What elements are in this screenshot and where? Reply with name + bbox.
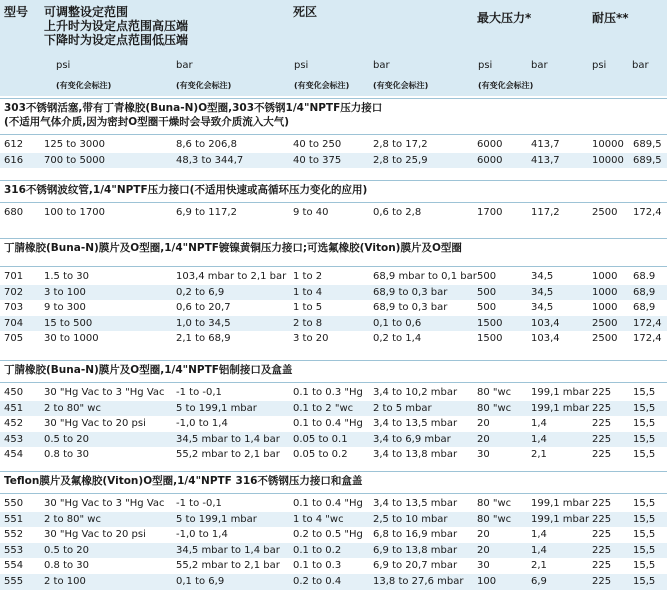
header-range-bar: bar: [176, 60, 193, 71]
model-number: 554: [4, 560, 24, 572]
table-cell: 5 to 199,1 mbar: [176, 513, 257, 525]
table-cell: 225: [592, 402, 612, 414]
table-cell: 117,2: [531, 207, 560, 218]
table-cell: 2500: [592, 333, 618, 345]
table-cell: 15,5: [633, 513, 656, 525]
table-cell: 2,1 to 68,9: [176, 333, 231, 345]
table-cell: 40 to 250: [293, 139, 342, 150]
table-cell: 0.1 to 2 "wc: [293, 402, 354, 414]
table-cell: 40 to 375: [293, 154, 342, 166]
table-cell: 68,9: [633, 302, 656, 314]
table-header: [0, 0, 667, 96]
table-cell: 1500: [477, 333, 503, 345]
section-divider: [0, 471, 667, 472]
section-divider: [0, 360, 667, 361]
model-number: 553: [4, 544, 24, 556]
table-cell: 15,5: [633, 449, 656, 461]
table-cell: 6,8 to 16,9 mbar: [373, 529, 458, 541]
section-divider: [0, 134, 667, 135]
table-cell: 1 to 5: [293, 302, 323, 314]
model-number: 452: [4, 418, 24, 430]
table-cell: 0.05 to 0.1: [293, 433, 348, 445]
header-proof-pressure: 耐压**: [592, 11, 629, 25]
table-cell: 225: [592, 544, 612, 556]
table-cell: 9 to 40: [293, 207, 329, 218]
table-cell: 15,5: [633, 387, 656, 398]
table-cell: 0,6 to 20,7: [176, 302, 231, 314]
header-range-psi-note: (有变化会标注): [56, 81, 112, 90]
table-cell: 199,1 mbar: [531, 513, 590, 525]
table-cell: 0,1 to 0,6: [373, 317, 422, 329]
table-cell: 1 to 4: [293, 286, 323, 298]
table-cell: 30 "Hg Vac to 3 "Hg Vac: [44, 387, 165, 398]
header-adjustable-range-falling: 下降时为设定点范围低压端: [44, 33, 189, 47]
table-cell: 9 to 300: [44, 302, 86, 314]
table-cell: 1 to 4 "wc: [293, 513, 344, 525]
model-number: 451: [4, 402, 24, 414]
table-cell: 0.5 to 20: [44, 433, 90, 445]
model-number: 703: [4, 302, 24, 314]
table-cell: 2 to 5 mbar: [373, 402, 432, 414]
table-cell: 15,5: [633, 576, 656, 587]
table-cell: 1,0 to 34,5: [176, 317, 231, 329]
table-cell: 0,2 to 1,4: [373, 333, 422, 345]
table-cell: 68,9 to 0,3 bar: [373, 302, 448, 314]
table-cell: 0.1 to 0.2: [293, 544, 342, 556]
table-cell: 1700: [477, 207, 503, 218]
table-cell: 1.5 to 30: [44, 271, 90, 282]
table-cell: 172,4: [633, 333, 662, 345]
table-cell: 6000: [477, 139, 503, 150]
table-cell: 103,4 mbar to 2,1 bar: [176, 271, 287, 282]
model-number: 704: [4, 317, 24, 329]
table-cell: 5 to 199,1 mbar: [176, 402, 257, 414]
section-divider: [0, 180, 667, 181]
table-cell: 1,4: [531, 529, 547, 541]
header-proof-bar: bar: [632, 60, 649, 71]
header-range-psi: psi: [56, 60, 71, 71]
table-cell: 34,5: [531, 302, 554, 314]
table-cell: 3,4 to 13,5 mbar: [373, 498, 458, 509]
table-cell: 103,4: [531, 333, 560, 345]
table-cell: 15,5: [633, 498, 656, 509]
header-adjustable-range-rising: 上升时为设定点范围高压端: [44, 19, 189, 33]
table-cell: 6,9 to 20,7 mbar: [373, 560, 458, 572]
table-cell: 68.9: [633, 271, 656, 282]
table-cell: 700 to 5000: [44, 154, 105, 166]
model-number: 705: [4, 333, 24, 345]
model-number: 454: [4, 449, 24, 461]
table-cell: 1,4: [531, 418, 547, 430]
table-cell: 15,5: [633, 529, 656, 541]
table-cell: 30 to 1000: [44, 333, 99, 345]
model-number: 702: [4, 286, 24, 298]
section-divider: [0, 266, 667, 267]
table-cell: 413,7: [531, 139, 560, 150]
table-cell: 10000: [592, 154, 624, 166]
table-cell: 199,1 mbar: [531, 402, 590, 414]
table-cell: 100 to 1700: [44, 207, 105, 218]
table-cell: 1,4: [531, 433, 547, 445]
section-title: 丁腈橡胶(Buna-N)膜片及O型圈,1/4"NPTF铝制接口及盒盖: [4, 364, 293, 376]
table-cell: 2 to 80" wc: [44, 513, 101, 525]
table-cell: 2 to 8: [293, 317, 323, 329]
table-cell: 8,6 to 206,8: [176, 139, 237, 150]
section-divider: [0, 98, 667, 99]
table-cell: 0.05 to 0.2: [293, 449, 348, 461]
table-cell: 68,9 to 0,3 bar: [373, 286, 448, 298]
table-cell: 500: [477, 271, 497, 282]
model-number: 701: [4, 271, 24, 282]
table-cell: 30 "Hg Vac to 20 psi: [44, 418, 146, 430]
section-title: 316不锈钢波纹管,1/4"NPTF压力接口(不适用快速或高循环压力变化的应用): [4, 184, 368, 196]
table-cell: 125 to 3000: [44, 139, 105, 150]
table-cell: 34,5: [531, 271, 554, 282]
table-cell: 225: [592, 387, 612, 398]
table-cell: 1000: [592, 271, 618, 282]
table-cell: 3,4 to 13,5 mbar: [373, 418, 458, 430]
table-cell: 6000: [477, 154, 503, 166]
table-cell: 34,5: [531, 286, 554, 298]
table-cell: 225: [592, 449, 612, 461]
table-cell: -1 to -0,1: [176, 498, 222, 509]
header-range-bar-note: (有变化会标注): [176, 81, 232, 90]
table-cell: 1,4: [531, 544, 547, 556]
table-cell: 10000: [592, 139, 624, 150]
section-title: 丁腈橡胶(Buna-N)膜片及O型圈,1/4"NPTF镀镍黄铜压力接口;可选氟橡胶(Viton)膜片及O型圈: [4, 242, 462, 254]
table-cell: 199,1 mbar: [531, 387, 590, 398]
table-cell: 68,9: [633, 286, 656, 298]
table-cell: 6,9: [531, 576, 547, 587]
table-cell: 1500: [477, 317, 503, 329]
table-cell: 2,1: [531, 449, 547, 461]
table-cell: 103,4: [531, 317, 560, 329]
section-title: 303不锈钢活塞,带有丁青橡胶(Buna-N)O型圈,303不锈钢1/4"NPTF压力接口: [4, 102, 383, 114]
table-cell: 30 "Hg Vac to 3 "Hg Vac: [44, 498, 165, 509]
table-cell: 80 "wc: [477, 513, 512, 525]
table-cell: 80 "wc: [477, 387, 512, 398]
table-cell: 225: [592, 418, 612, 430]
table-cell: 1000: [592, 286, 618, 298]
section-divider: [0, 202, 667, 203]
table-cell: 413,7: [531, 154, 560, 166]
table-cell: 0,2 to 6,9: [176, 286, 225, 298]
table-cell: 225: [592, 576, 612, 587]
table-cell: 3,4 to 13,8 mbar: [373, 449, 458, 461]
table-cell: 80 "wc: [477, 498, 512, 509]
model-number: 555: [4, 576, 24, 587]
section-title: Teflon膜片及氟橡胶(Viton)O型圈,1/4"NPTF 316不锈钢压力接口和盒盖: [4, 475, 363, 487]
table-cell: 3,4 to 10,2 mbar: [373, 387, 458, 398]
table-cell: -1,0 to 1,4: [176, 418, 228, 430]
table-cell: 1000: [592, 302, 618, 314]
model-number: 680: [4, 207, 24, 218]
table-cell: 225: [592, 560, 612, 572]
section-divider: [0, 493, 667, 494]
table-cell: 34,5 mbar to 1,4 bar: [176, 544, 280, 556]
table-cell: -1 to -0,1: [176, 387, 222, 398]
table-cell: 0.8 to 30: [44, 560, 90, 572]
table-cell: 2 to 80" wc: [44, 402, 101, 414]
table-cell: 68,9 mbar to 0,1 bar: [373, 271, 477, 282]
model-number: 550: [4, 498, 24, 509]
table-cell: 55,2 mbar to 2,1 bar: [176, 560, 280, 572]
table-cell: 0.1 to 0.4 "Hg: [293, 418, 363, 430]
table-cell: 30: [477, 560, 490, 572]
section-title: (不适用气体介质,因为密封O型圈干燥时会导致介质流入大气): [4, 116, 290, 128]
table-cell: 34,5 mbar to 1,4 bar: [176, 433, 280, 445]
table-cell: 0.1 to 0.3: [293, 560, 342, 572]
table-cell: 0.5 to 20: [44, 544, 90, 556]
table-cell: 2500: [592, 317, 618, 329]
table-cell: 20: [477, 418, 490, 430]
model-number: 552: [4, 529, 24, 541]
header-model: 型号: [4, 5, 29, 19]
table-cell: 225: [592, 513, 612, 525]
table-cell: 0.1 to 0.4 "Hg: [293, 498, 363, 509]
header-max-pressure: 最大压力*: [477, 11, 532, 25]
table-cell: 15,5: [633, 418, 656, 430]
table-cell: 0,6 to 2,8: [373, 207, 422, 218]
header-adjustable-range: 可调整设定范围: [44, 5, 129, 19]
table-cell: 0.1 to 0.3 "Hg: [293, 387, 363, 398]
table-cell: 15,5: [633, 560, 656, 572]
table-cell: 15,5: [633, 544, 656, 556]
table-cell: 20: [477, 544, 490, 556]
row-band: [0, 316, 667, 332]
header-deadband-psi-note: (有变化会标注): [294, 81, 350, 90]
model-number: 612: [4, 139, 24, 150]
table-cell: 0.8 to 30: [44, 449, 90, 461]
table-cell: 172,4: [633, 317, 662, 329]
table-cell: 15 to 500: [44, 317, 93, 329]
table-cell: 15,5: [633, 402, 656, 414]
table-cell: 2 to 100: [44, 576, 86, 587]
table-cell: 2,1: [531, 560, 547, 572]
model-number: 450: [4, 387, 24, 398]
table-cell: 15,5: [633, 433, 656, 445]
table-cell: 2500: [592, 207, 618, 218]
table-cell: 172,4: [633, 207, 662, 218]
table-cell: 30: [477, 449, 490, 461]
header-deadband-bar: bar: [373, 60, 390, 71]
model-number: 551: [4, 513, 24, 525]
header-max-psi-note: (有变化会标注): [478, 81, 534, 90]
table-cell: 225: [592, 433, 612, 445]
table-cell: 689,5: [633, 139, 662, 150]
header-deadband-psi: psi: [294, 60, 309, 71]
model-number: 453: [4, 433, 24, 445]
table-cell: 225: [592, 498, 612, 509]
table-cell: 199,1 mbar: [531, 498, 590, 509]
table-cell: 0,1 to 6,9: [176, 576, 225, 587]
header-deadband: 死区: [293, 5, 318, 19]
section-divider: [0, 382, 667, 383]
header-max-psi: psi: [478, 60, 493, 71]
table-cell: 20: [477, 529, 490, 541]
header-deadband-bar-note: (有变化会标注): [373, 81, 429, 90]
table-cell: 20: [477, 433, 490, 445]
table-cell: 3 to 100: [44, 286, 86, 298]
table-cell: 2,8 to 17,2: [373, 139, 428, 150]
header-max-bar: bar: [531, 60, 548, 71]
section-divider: [0, 238, 667, 239]
table-cell: 6,9 to 117,2: [176, 207, 237, 218]
table-cell: 500: [477, 302, 497, 314]
table-cell: 500: [477, 286, 497, 298]
table-cell: 6,9 to 13,8 mbar: [373, 544, 458, 556]
table-cell: 0.2 to 0.4: [293, 576, 342, 587]
table-cell: -1,0 to 1,4: [176, 529, 228, 541]
table-cell: 3,4 to 6,9 mbar: [373, 433, 451, 445]
table-cell: 2,8 to 25,9: [373, 154, 428, 166]
table-cell: 30 "Hg Vac to 20 psi: [44, 529, 146, 541]
table-cell: 55,2 mbar to 2,1 bar: [176, 449, 280, 461]
header-proof-psi: psi: [592, 60, 607, 71]
model-number: 616: [4, 154, 24, 166]
table-cell: 3 to 20: [293, 333, 329, 345]
row-band: [0, 285, 667, 301]
table-cell: 1 to 2: [293, 271, 323, 282]
table-cell: 225: [592, 529, 612, 541]
table-cell: 100: [477, 576, 497, 587]
table-cell: 2,5 to 10 mbar: [373, 513, 448, 525]
table-cell: 48,3 to 344,7: [176, 154, 244, 166]
table-cell: 80 "wc: [477, 402, 512, 414]
table-cell: 0.2 to 0.5 "Hg: [293, 529, 363, 541]
table-cell: 13,8 to 27,6 mbar: [373, 576, 464, 587]
table-cell: 689,5: [633, 154, 662, 166]
